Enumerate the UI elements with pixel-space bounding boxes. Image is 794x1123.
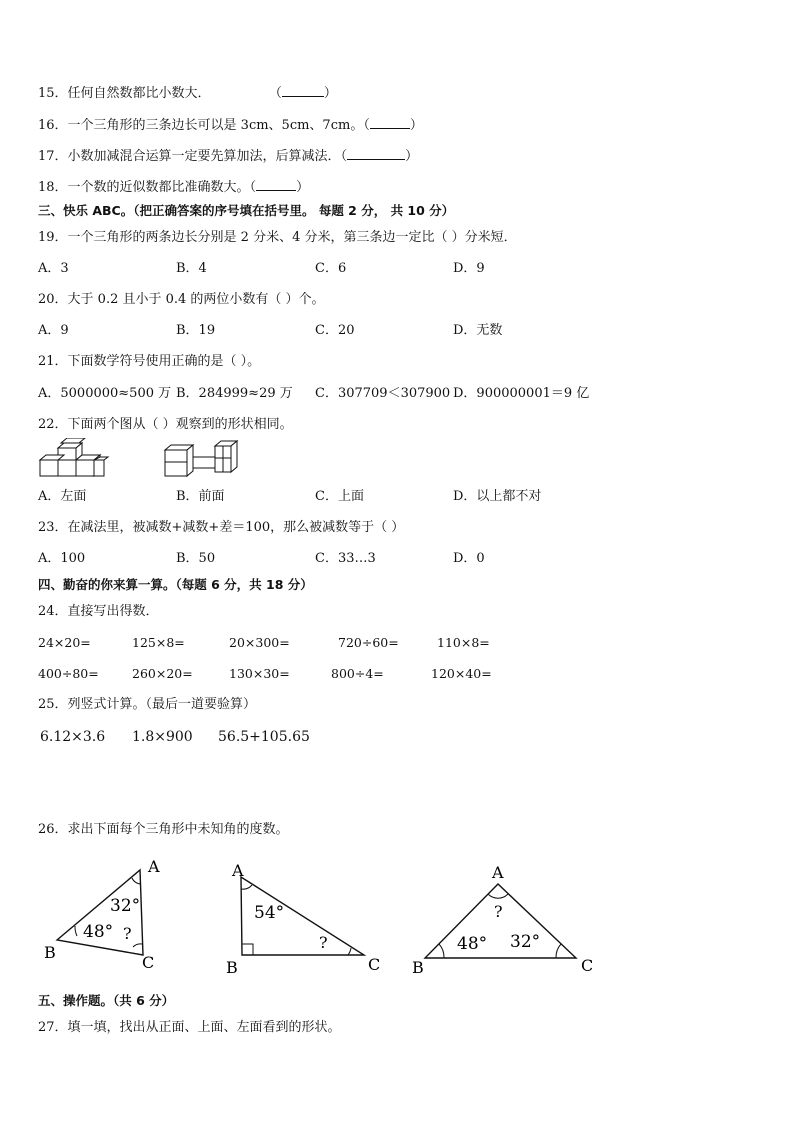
vertex-label-a: A: [492, 863, 504, 882]
question-20-text: 20．大于 0.2 且小于 0.4 的两位小数有（ ）个。: [38, 292, 325, 307]
vertex-label-b: B: [412, 958, 424, 976]
unknown-angle-label: ?: [319, 933, 328, 952]
question-22-text: 22．下面两个图从（ ）观察到的形状相同。: [38, 417, 293, 432]
q22-option-a[interactable]: A．左面: [38, 489, 87, 504]
triangle-1: [40, 852, 180, 972]
question-15: [38, 84, 337, 102]
calc-item: 125×8=: [132, 635, 185, 650]
calc-item: 130×30=: [229, 666, 290, 681]
angle-label: 48°: [83, 922, 114, 942]
vertex-label-b: B: [226, 958, 238, 977]
q22-option-d[interactable]: D．以上都不对: [453, 489, 542, 504]
q19-option-d[interactable]: D．9: [453, 261, 485, 276]
vertical-calc-item: 56.5+105.65: [218, 729, 310, 745]
vertex-label-c: C: [368, 955, 381, 974]
question-number: 18．: [38, 180, 68, 195]
question-number: 16．: [38, 118, 68, 133]
paren-close: ）: [323, 86, 337, 101]
question-text: 一个数的近似数都比准确数大。: [67, 180, 250, 195]
question-23-text: 23．在减法里，被减数+减数+差＝100，那么被减数等于（ ）: [38, 520, 405, 535]
cube-figure-2: [163, 438, 243, 480]
paren-open: （: [340, 149, 348, 164]
q20-option-b[interactable]: B．19: [176, 323, 216, 338]
angle-label: 48°: [457, 934, 488, 954]
question-26-text: 26．求出下面每个三角形中未知角的度数。: [38, 822, 289, 837]
unknown-angle-label: ?: [494, 902, 503, 921]
calc-item: 20×300=: [229, 635, 290, 650]
vertical-calc-item: 1.8×900: [132, 729, 193, 745]
q23-option-b[interactable]: B．50: [176, 551, 216, 566]
vertex-label-c: C: [581, 956, 594, 975]
q21-option-b[interactable]: B．284999≈29 万: [176, 386, 293, 401]
question-21-text: 21．下面数学符号使用正确的是（ ）。: [38, 354, 261, 369]
question-24-text: 24．直接写出得数．: [38, 604, 159, 619]
calc-item: 260×20=: [132, 666, 193, 681]
question-16: [38, 116, 423, 134]
q21-option-a[interactable]: A．5000000≈500 万: [38, 386, 172, 401]
question-number: 15．: [38, 86, 68, 101]
question-text: 一个三角形的三条边长可以是 3cm、5cm、7cm。: [67, 118, 364, 133]
q19-option-c[interactable]: C．6: [315, 261, 347, 276]
section-4-heading: 四、勤奋的你来算一算。（每题 6 分，共 18 分）: [38, 577, 313, 592]
question-text: 小数加减混合运算一定要先算加法，后算减法．: [67, 149, 341, 164]
q21-option-d[interactable]: D．900000001＝9 亿: [453, 386, 590, 401]
vertex-label-a: A: [232, 861, 244, 880]
paren-open: （: [249, 180, 257, 195]
triangle-2: [222, 852, 392, 977]
calc-item: 400÷80=: [38, 666, 99, 681]
q22-option-c[interactable]: C．上面: [315, 489, 364, 504]
calc-item: 110×8=: [437, 635, 490, 650]
section-3-heading: 三、快乐 ABC。（把正确答案的序号填在括号里。 每题 2 分， 共 10 分）: [38, 203, 455, 218]
calc-item: 120×40=: [431, 666, 492, 681]
paren-close: ）: [409, 118, 423, 133]
answer-blank[interactable]: [282, 84, 324, 97]
question-number: 17．: [38, 149, 68, 164]
vertex-label-c: C: [142, 953, 155, 972]
q19-option-a[interactable]: A．3: [38, 261, 69, 276]
q21-option-c[interactable]: C．307709＜307900: [315, 386, 451, 401]
calc-item: 720÷60=: [338, 635, 399, 650]
question-27-text: 27．填一填，找出从正面、上面、左面看到的形状。: [38, 1020, 341, 1035]
q20-option-c[interactable]: C．20: [315, 323, 355, 338]
q23-option-a[interactable]: A．100: [38, 551, 86, 566]
question-25-text: 25．列竖式计算。（最后一道要验算）: [38, 697, 257, 712]
answer-blank[interactable]: [256, 178, 296, 191]
q19-option-b[interactable]: B．4: [176, 261, 207, 276]
calc-item: 24×20=: [38, 635, 91, 650]
paren-open: （: [268, 86, 282, 101]
q20-option-a[interactable]: A．9: [38, 323, 69, 338]
vertex-label-b: B: [44, 943, 56, 962]
question-18: [38, 178, 309, 196]
vertical-calc-item: 6.12×3.6: [40, 729, 106, 745]
unknown-angle-label: ?: [123, 924, 132, 943]
answer-blank[interactable]: [347, 147, 405, 160]
q23-option-c[interactable]: C．33…3: [315, 551, 376, 566]
cube-figure-1: [36, 438, 110, 480]
q22-option-b[interactable]: B．前面: [176, 489, 225, 504]
vertex-label-a: A: [148, 857, 160, 876]
question-17: [38, 147, 418, 165]
paren-open: （: [363, 118, 370, 133]
q20-option-d[interactable]: D．无数: [453, 323, 503, 338]
angle-label: 32°: [110, 896, 141, 916]
paren-close: ）: [405, 149, 419, 164]
paren-close: ）: [296, 180, 310, 195]
question-19-text: 19．一个三角形的两条边长分别是 2 分米、4 分米，第三条边一定比（ ）分米短．: [38, 230, 517, 245]
angle-label: 32°: [510, 932, 541, 952]
calc-item: 800÷4=: [331, 666, 384, 681]
angle-label: 54°: [254, 903, 285, 923]
answer-blank[interactable]: [370, 116, 410, 129]
q23-option-d[interactable]: D．0: [453, 551, 485, 566]
section-5-heading: 五、操作题。（共 6 分）: [38, 993, 175, 1008]
question-text: 任何自然数都比小数大．: [67, 86, 211, 101]
triangle-3: [408, 858, 603, 976]
